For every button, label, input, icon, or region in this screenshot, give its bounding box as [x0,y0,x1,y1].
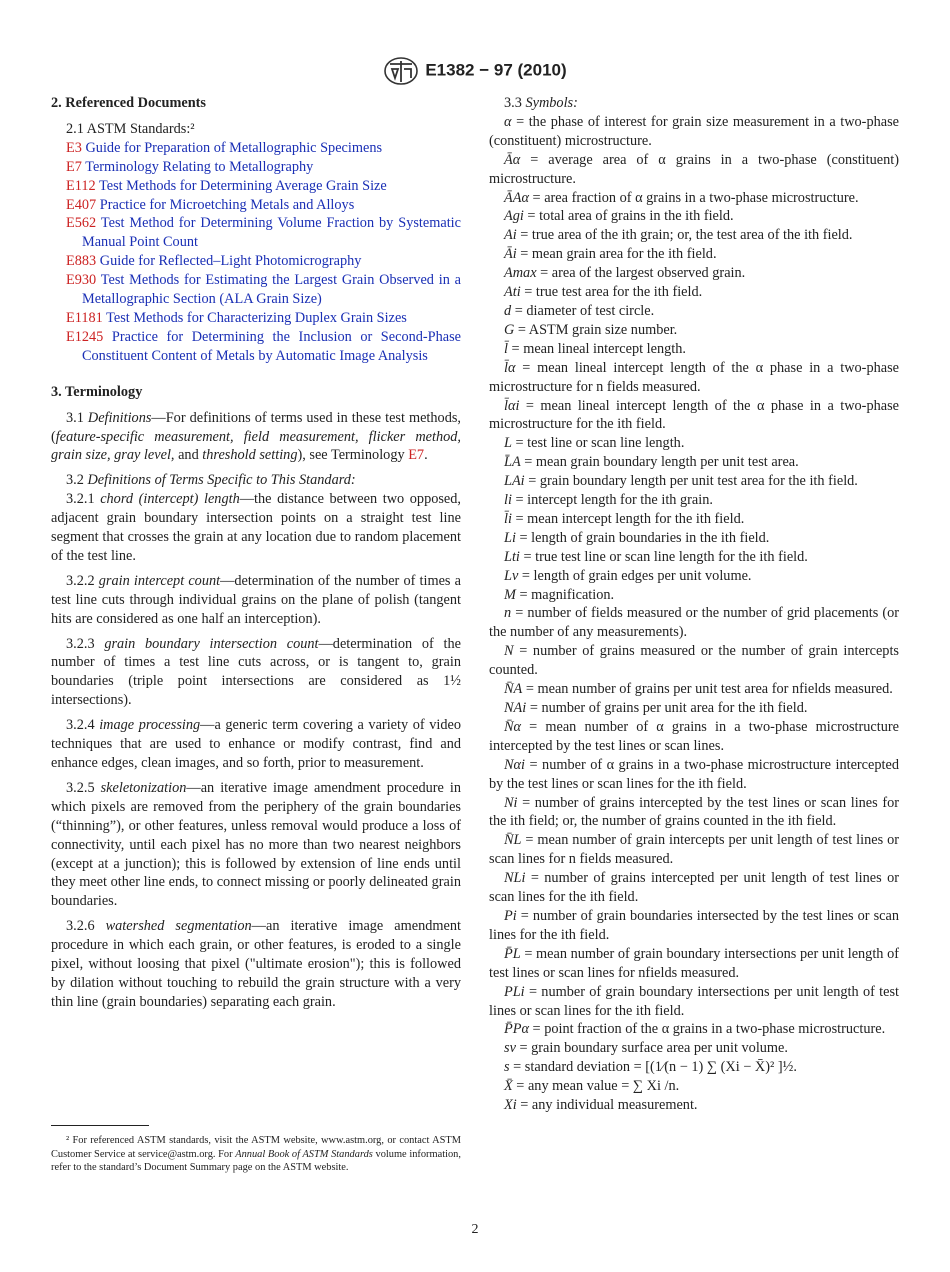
symbol: l̄αi [504,397,520,414]
symbol: N̄α [504,718,522,735]
symbol-definition: LAi = grain boundary length per unit test area for the ith field. [504,473,858,490]
symbol: s [504,1059,510,1076]
symbol-definition: L̄A = mean grain boundary length per unit test area. [504,454,799,471]
definition-item: 3.2.5 skeletonization—an iterative image amendment procedure in which pixels are removed from the periphery of the grain boundaries (“thinning”), or other features, unless removal would produce a loss of connectivity, until each pixel has no more than two nearest neighbors (except at a junction); this is followed by extension of line ends until they meet other line ends, to connect missing or poorly delineated grain boundaries. [51,779,461,910]
reference-item[interactable] [66,139,461,158]
symbol-definition: N̄L = mean number of grain intercepts per unit length of test lines or scan lines for n fields measured. [489,832,899,868]
symbol: NAi [504,700,527,716]
reference-code[interactable]: E562 [66,215,97,232]
symbol-definition: Agi = total area of grains in the ith field. [504,208,734,225]
page-header [0,56,950,86]
symbol-definition: Nαi = number of α grains in a two-phase microstructure intercepted by the test lines or scan lines for the ith field. [489,756,899,792]
definition-item: 3.2.3 grain boundary intersection count—determination of the number of times a test line cuts across, or is tangent to, grain boundaries (triple point intersections are considered as 1½ intersections). [51,635,461,709]
astm-standards-intro: 2.1 ASTM Standards:² [66,120,195,137]
reference-title[interactable]: Test Method for Determining Volume Fraction by Systematic Manual Point Count [82,215,461,251]
symbol: PLi [504,983,525,1000]
symbol: Ni [504,794,518,811]
reference-title[interactable]: Terminology Relating to Metallography [85,158,314,175]
astm-logo-icon [383,56,419,86]
symbol: X̄ [504,1078,513,1095]
symbol: d [504,302,512,319]
section-3-heading: 3. Terminology [51,383,143,400]
symbol: Nαi [504,756,526,773]
symbol-definition: P̄L = mean number of grain boundary intersections per unit length of test lines or scan lines for nfields measured. [489,945,899,981]
symbol: Lti [504,548,520,565]
symbol: N [504,643,514,660]
symbol-definition: Li = length of grain boundaries in the ith field. [504,529,770,546]
symbol: sv [504,1040,516,1057]
symbol: Agi [504,208,524,225]
footnote-divider [51,1125,149,1126]
reference-item[interactable] [66,158,461,177]
symbol: Xi [504,1097,517,1114]
reference-item[interactable] [66,252,461,271]
reference-code[interactable]: E407 [66,196,97,213]
symbol-definition: ĀAα = area fraction of α grains in a two-phase microstructure. [504,189,859,206]
symbol-definition: X̄ = any mean value = ∑ Xi /n. [504,1078,680,1095]
reference-title[interactable]: Guide for Preparation of Metallographic Specimens [85,139,383,156]
reference-title[interactable]: Test Methods for Characterizing Duplex Grain Sizes [106,309,407,326]
reference-title[interactable]: Practice for Microetching Metals and Alloys [99,196,355,213]
symbol: Amax [504,265,537,282]
symbol: l̄i [504,510,512,527]
definition-term: skeletonization [100,779,187,796]
symbol-definition: Āi = mean grain area for the ith field. [504,246,717,263]
symbol-definition: N̄A = mean number of grains per unit test area for nfields measured. [504,681,893,698]
definition-item: 3.2.6 watershed segmentation—an iterative image amendment procedure in which each grain, or other features, is eroded to a single pixel, without loosing that pixel ("ultimate erosion"); this is followed by dilation without touching to rebuild the grain structure with a very thin line (grain boundaries) separating each grain. [51,918,461,1010]
definition-term: image processing [99,717,201,734]
symbol-definition: Ai = true area of the ith grain; or, the test area of the ith field. [504,227,853,244]
symbol: α [504,113,512,130]
symbol: NLi [504,870,526,887]
symbol: L̄A [504,454,521,471]
symbol-definition: d = diameter of test circle. [504,302,655,319]
referenced-documents [51,120,461,366]
reference-code[interactable]: E1181 [66,309,103,326]
reference-item[interactable] [66,309,461,328]
symbol-definition: sv = grain boundary surface area per unit volume. [504,1040,788,1057]
symbol-definition: α = the phase of interest for grain size measurement in a two-phase (constituent) microstructure. [489,113,899,149]
symbol: Li [504,529,516,546]
symbol-definition: l̄i = mean intercept length for the ith field. [504,510,745,527]
definition-term: chord (intercept) length [100,491,240,508]
left-column [51,94,461,1018]
reference-item[interactable] [66,177,461,196]
symbol-definition: M = magnification. [504,586,615,603]
symbol-definition: G = ASTM grain size number. [504,321,678,338]
definition-term: grain intercept count [98,572,221,589]
reference-title[interactable]: Test Methods for Determining Average Grain Size [98,177,387,194]
symbol-definition: li = intercept length for the ith grain. [504,492,713,509]
definition-3-2: 3.2 Definitions of Terms Specific to This Standard: [66,472,356,489]
symbol-definition: P̄Pα = point fraction of the α grains in a two-phase microstructure. [504,1021,886,1038]
symbol: L [504,435,512,452]
symbols-list [489,113,899,1115]
reference-code[interactable]: E883 [66,253,97,270]
reference-code[interactable]: E3 [66,139,82,156]
reference-item[interactable] [66,271,461,309]
reference-code[interactable]: E1245 [66,328,104,345]
footnote: ² For referenced ASTM standards, visit the ASTM website, www.astm.org, or contact ASTM Customer Service at service@astm.org. For Annual Book of ASTM Standards volume information, refer to the standard’s Document Summary page on the ASTM website. [51,1135,461,1173]
reference-code[interactable]: E112 [66,177,96,194]
symbol-definition: N̄α = mean number of α grains in a two-phase microstructure intercepted by the test lines or scan lines. [489,718,899,754]
reference-code[interactable]: E930 [66,272,97,289]
reference-title[interactable]: Practice for Determining the Inclusion or Second-Phase Constituent Content of Metals by Automatic Image Analysis [82,328,461,364]
page-number: 2 [471,1222,479,1237]
definition-item: 3.2.4 image processing—a generic term covering a variety of video techniques that are used to enhance or modify contrast, find and enhance edges, clean images, and so forth, prior to measurement. [51,717,461,771]
symbol: M [504,586,516,603]
definition-term: grain boundary intersection count [104,635,319,652]
symbol-definition: Lv = length of grain edges per unit volume. [504,567,752,584]
reference-title[interactable]: Test Methods for Estimating the Largest Grain Observed in a Metallographic Section (ALA Grain Size) [82,272,461,308]
reference-item[interactable] [66,328,461,366]
symbol-definition: n = number of fields measured or the number of grid placements (or the number of any measurements). [489,605,899,641]
symbol-definition: Ati = true test area for the ith field. [504,284,703,301]
symbol: Āα [504,151,521,168]
symbol-definition: l̄α = mean lineal intercept length of the α phase in a two-phase microstructure for n fields measured. [489,359,899,395]
symbol: P̄Pα [504,1021,529,1038]
symbol-definition: Pi = number of grain boundaries intersected by the test lines or scan lines for the ith field. [489,907,899,943]
symbol: l̄α [504,359,516,376]
definition-item: 3.2.1 chord (intercept) length—the distance between two opposed, adjacent grain boundary intersection points on a straight test line segment that crosses the grain at any location due to random placement of the test line. [51,491,461,564]
reference-item[interactable] [66,214,461,252]
reference-code[interactable]: E7 [66,158,82,175]
e7-link[interactable]: E7 [408,447,425,464]
definition-3-1: 3.1 Definitions—For definitions of terms used in these test methods, (feature-specific measurement, field measurement, flicker method, grain size, gray level, and threshold setting), see Terminology E7. [51,409,461,464]
standard-designation: E1382 − 97 (2010) [425,60,567,80]
symbol-definition: L = test line or scan line length. [504,435,685,452]
symbol: li [504,492,512,509]
definition-item: 3.2.2 grain intercept count—determination of the number of times a test line cuts through individual grains on the plane of polish (tangent hits are considered as one half an interception). [51,572,461,627]
definition-term: watershed segmentation [105,918,252,935]
symbol-definition: l̄αi = mean lineal intercept length of the α phase in a two-phase microstructure for the ith field. [489,397,899,433]
symbol-definition: NLi = number of grains intercepted per unit length of test lines or scan lines for the ith field. [489,870,899,906]
symbol: G [504,321,515,338]
section-2-heading: 2. Referenced Documents [51,95,206,111]
symbol-definition: Ni = number of grains intercepted by the test lines or scan lines for the ith field; or, the number of grains counted in the ith field. [489,794,899,830]
symbol: Lv [504,567,519,584]
symbol: l̄ [504,340,508,357]
reference-item[interactable] [66,196,461,215]
symbol: n [504,605,512,622]
symbol-definition: N = number of grains measured or the number of grain intercepts counted. [489,643,899,679]
symbol: Pi [504,907,517,924]
right-column [489,94,899,1115]
symbols-heading: 3.3 Symbols: [504,95,578,111]
symbol-definition: PLi = number of grain boundary intersections per unit length of test lines or scan lines for the ith field. [489,983,899,1019]
symbol: N̄L [504,832,522,849]
definitions-list [51,490,461,1012]
symbol: Ati [504,284,521,301]
symbol-definition: NAi = number of grains per unit area for the ith field. [504,700,808,716]
symbol-definition: Āα = average area of α grains in a two-phase (constituent) microstructure. [489,151,899,187]
symbol-definition: Amax = area of the largest observed grain. [504,265,746,282]
reference-title[interactable]: Guide for Reflected–Light Photomicrography [99,253,362,270]
symbol: N̄A [504,681,523,698]
symbol-definition: Xi = any individual measurement. [504,1097,698,1114]
symbol-definition: Lti = true test line or scan line length for the ith field. [504,548,808,565]
symbol-definition: s = standard deviation = [(1∕(n − 1) ∑ (Xi − X̄)² ]½. [504,1059,797,1076]
symbol-definition: l̄ = mean lineal intercept length. [504,340,686,357]
symbol: LAi [504,473,525,490]
symbol: P̄L [504,945,521,962]
symbol: Ai [504,227,517,244]
reference-list [66,139,461,366]
symbol: ĀAα [504,189,529,206]
symbol: Āi [504,246,517,263]
